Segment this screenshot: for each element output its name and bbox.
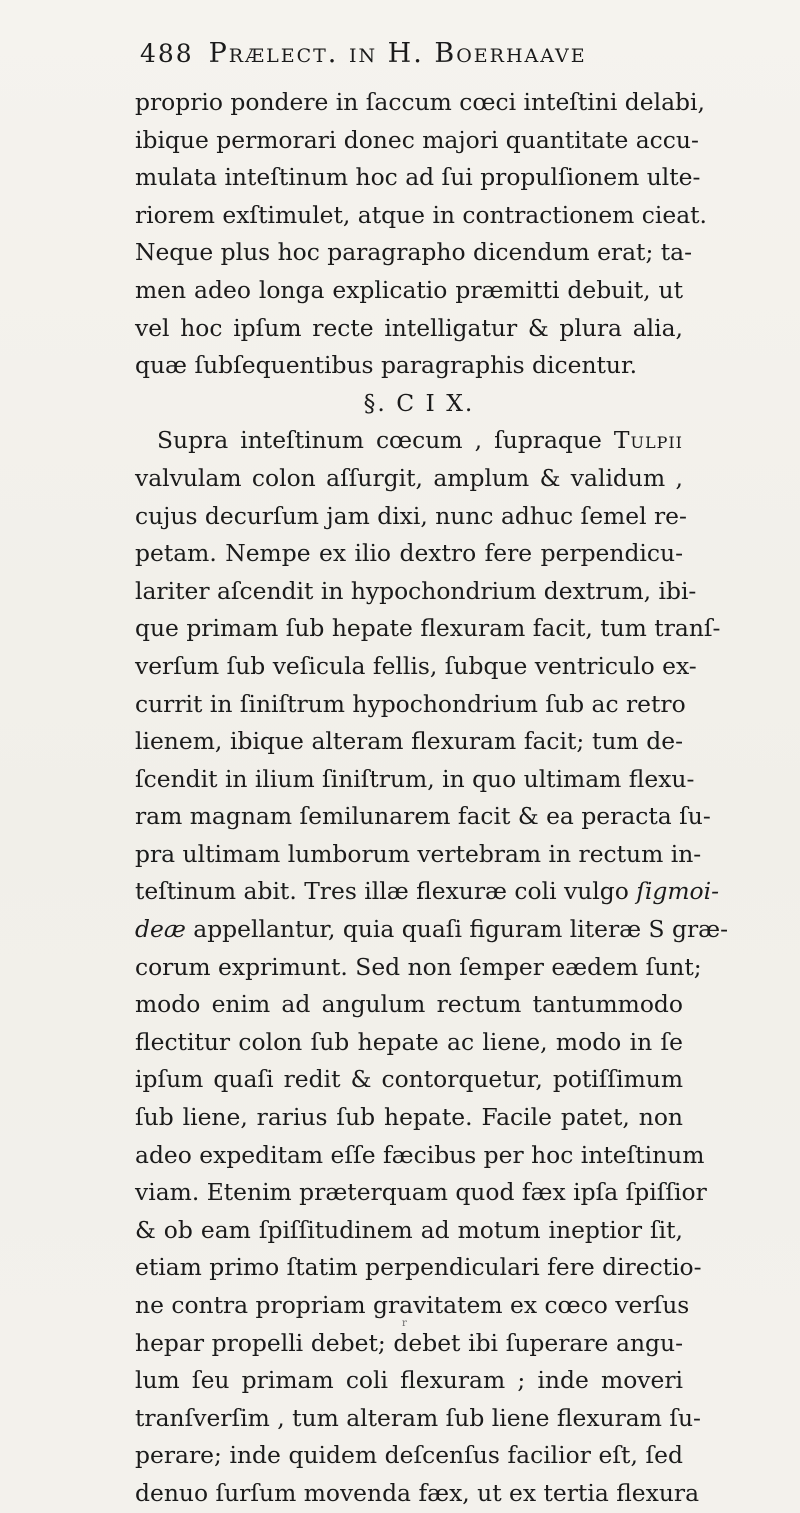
- text-segment: cujus decurſum jam dixi, nunc adhuc ſemel re-: [135, 501, 687, 530]
- text-line: ibique permorari donec majori quantitate accu-: [135, 125, 699, 154]
- text-segment: teſtinum abit. Tres illæ flexuræ coli vulgo: [135, 877, 637, 906]
- text-line: [135, 648, 697, 686]
- text-line: [135, 836, 702, 874]
- text-line: [135, 1174, 707, 1212]
- text-segment: corum exprimunt. Sed non ſemper eædem ſunt;: [135, 952, 702, 981]
- signature-mark: r: [402, 1318, 407, 1329]
- text-segment: etiam primo ſtatim perpendiculari fere directio-: [135, 1253, 702, 1282]
- text-segment: petam. Nempe ex ilio dextro fere perpendicu-: [135, 539, 683, 568]
- running-title: Prælect. in H. Boerhaave: [208, 38, 587, 69]
- text-line: proprio pondere in ſaccum cœci inteſtini delabi,: [135, 88, 705, 116]
- text-line: [135, 949, 702, 987]
- text-line: [135, 1024, 683, 1062]
- text-line: [135, 1437, 683, 1475]
- text-line: [135, 573, 697, 611]
- text-line: [135, 1400, 701, 1438]
- text-line: [135, 460, 683, 498]
- text-line: quæ ſubſequentibus paragraphis dicentur.: [135, 351, 638, 380]
- text-line: men adeo longa explicatio præmitti debuit, ut: [135, 275, 683, 304]
- section-heading: §. C I X.: [363, 388, 475, 417]
- text-line: [135, 1287, 690, 1325]
- text-line: [135, 1249, 702, 1287]
- paragraph-section-cix: [135, 422, 729, 1512]
- text-segment: hepar propelli debet; debet ibi ſuperare angu-: [135, 1328, 683, 1357]
- text-segment: modo enim ad angulum rectum tantummodo: [135, 990, 683, 1019]
- text-segment: lum ſeu primam coli flexuram ; inde moveri: [135, 1366, 683, 1395]
- proper-name: Tulpii: [613, 426, 683, 455]
- text-segment: ipſum quaſi redit & contorquetur, potiſſimum: [135, 1065, 683, 1094]
- italic-term: ſigmoi-: [636, 877, 720, 906]
- text-line: Neque plus hoc paragrapho dicendum erat; ta-: [135, 238, 693, 267]
- text-line: [135, 911, 729, 949]
- text-segment: ne contra propriam gravitatem ex cœco verſus: [135, 1291, 690, 1319]
- text-line: [135, 1475, 700, 1513]
- text-line: [135, 422, 683, 460]
- text-line: mulata inteſtinum hoc ad ſui propulſionem ulte-: [135, 163, 701, 192]
- text-segment: valvulam colon aſſurgit, amplum & validum ,: [135, 463, 683, 492]
- text-line: [135, 610, 721, 648]
- page-header: [140, 38, 680, 69]
- text-segment: pra ultimam lumborum vertebram in rectum in-: [135, 839, 702, 868]
- paragraph-continuation: [135, 84, 707, 385]
- text-segment: ſcendit in ilium ſiniſtrum, in quo ultimam flexu-: [135, 764, 695, 793]
- text-line: [135, 498, 687, 536]
- text-segment: & ob eam ſpiſſitudinem ad motum ineptior ſit,: [135, 1215, 683, 1244]
- text-line: vel hoc ipſum recte intelligatur & plura alia,: [135, 313, 683, 342]
- text-segment: perare; inde quidem deſcenſus facilior eſt, ſed: [135, 1441, 683, 1470]
- italic-term: deæ: [135, 915, 186, 944]
- text-line: [135, 798, 711, 836]
- text-segment: verſum ſub veſicula fellis, ſubque ventriculo ex-: [135, 651, 697, 680]
- text-line: [135, 1061, 683, 1099]
- text-segment: flectitur colon ſub hepate ac liene, modo in ſe: [135, 1027, 683, 1056]
- text-segment: adeo expeditam eſſe fæcibus per hoc inteſtinum: [135, 1140, 705, 1169]
- text-segment: appellantur, quia quaſi figuram literæ S græ-: [185, 915, 729, 944]
- text-segment: denuo ſurſum movenda fæx, ut ex tertia flexura: [135, 1478, 700, 1507]
- text-segment: ſub liene, rarius ſub hepate. Facile patet, non: [135, 1103, 683, 1132]
- text-segment: ram magnam ſemilunarem facit & ea peracta ſu-: [135, 802, 711, 831]
- text-line: [135, 535, 683, 573]
- page-body: [135, 84, 729, 1513]
- text-line: [135, 873, 720, 911]
- text-segment: lienem, ibique alteram flexuram facit; tum de-: [135, 727, 683, 756]
- text-line: [135, 761, 695, 799]
- text-line: [135, 1212, 683, 1250]
- text-segment: tranſverſim , tum alteram ſub liene flexuram ſu-: [135, 1403, 701, 1432]
- text-line: [135, 1099, 683, 1137]
- text-line: riorem exſtimulet, atque in contractionem cieat.: [135, 200, 707, 229]
- text-line: [135, 723, 683, 761]
- text-line: [135, 686, 686, 724]
- text-segment: que primam ſub hepate flexuram facit, tum tranſ-: [135, 614, 721, 643]
- text-segment: Supra inteſtinum cœcum , ſupraque: [157, 426, 614, 455]
- text-line: [135, 1137, 705, 1175]
- page-number: 488: [140, 39, 194, 68]
- text-line: [135, 986, 683, 1024]
- text-segment: viam. Etenim præterquam quod fæx ipſa ſpiſſior: [135, 1178, 707, 1207]
- text-segment: lariter aſcendit in hypochondrium dextrum, ibi-: [135, 576, 697, 605]
- text-line: [135, 1325, 683, 1363]
- text-segment: currit in ſiniſtrum hypochondrium ſub ac retro: [135, 689, 686, 718]
